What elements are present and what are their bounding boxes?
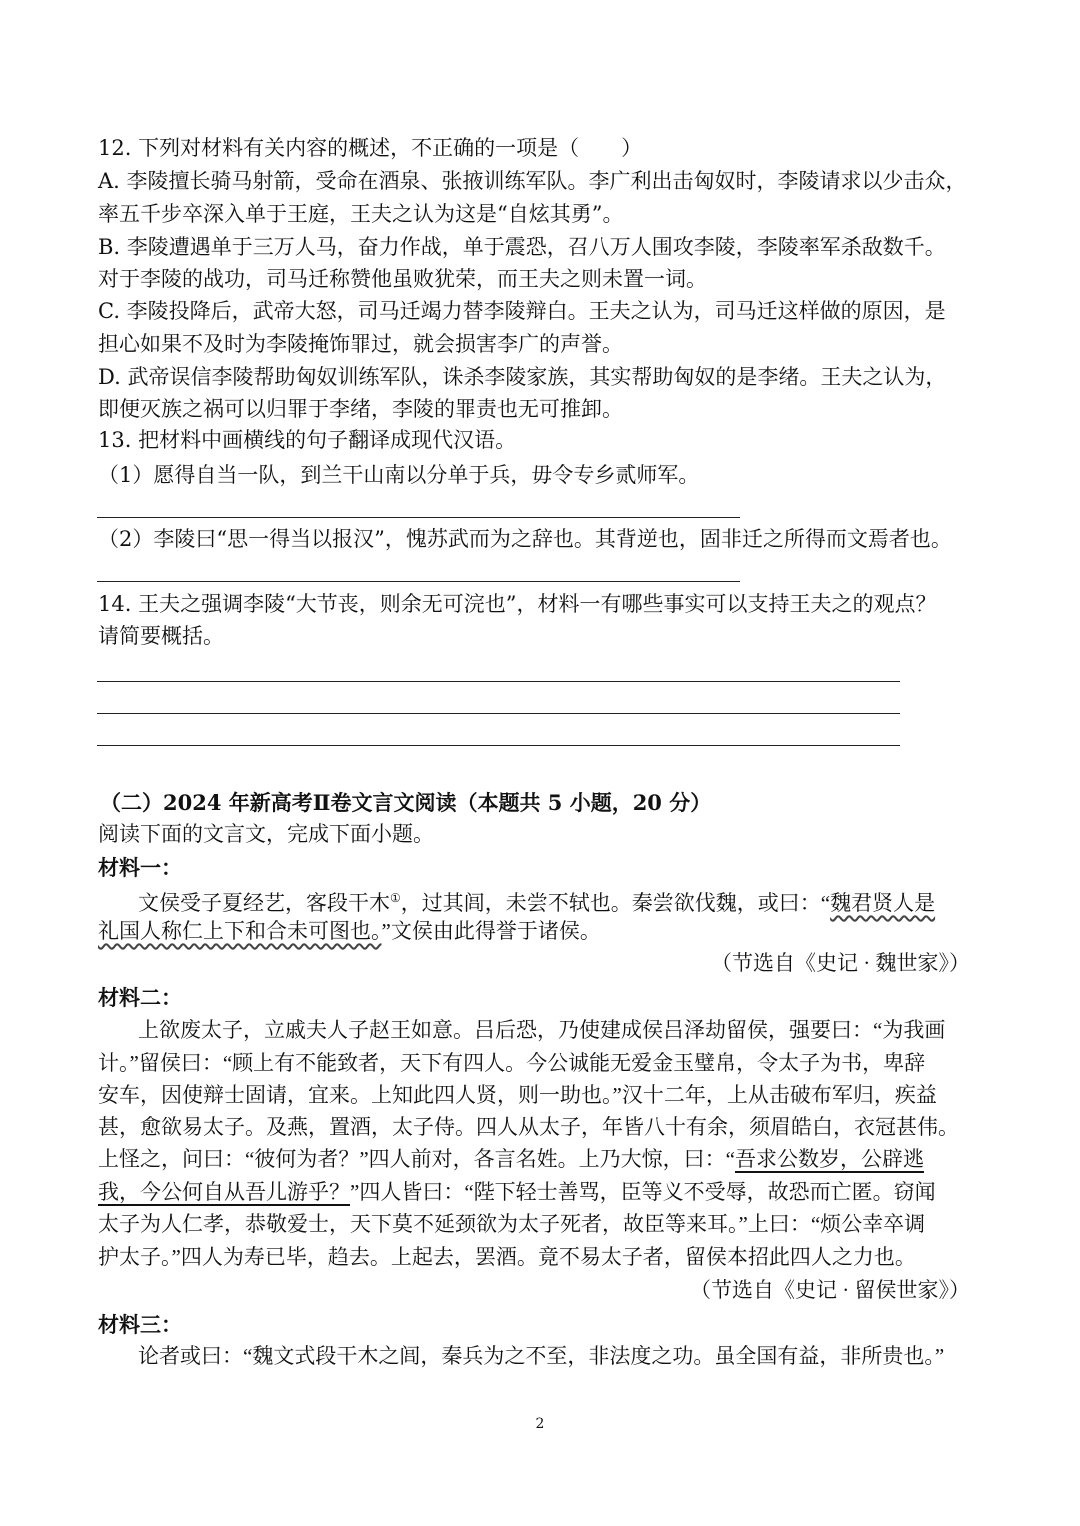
q14-stem-cont: 请简要概括。 <box>98 624 224 648</box>
underlined-text: 我，今公何自从吾儿游乎？ <box>98 1180 350 1204</box>
q13-sentence-1: （1）愿得自当一队，到兰干山南以分单于兵，毋令专乡贰师军。 <box>98 463 700 487</box>
answer-line[interactable] <box>97 745 900 746</box>
footnote-marker: ① <box>390 891 401 905</box>
material-3-line: 论者或曰：“魏文式段干木之闾，秦兵为之不至，非法度之功。虽全国有益，非所贵也。” <box>138 1344 945 1368</box>
text: ，过其闾，未尝不轼也。秦尝欲伐魏，或曰：“ <box>400 891 831 915</box>
text: 文侯受子夏经艺，客段干木 <box>138 891 390 915</box>
q12-option-c-cont: 担心如果不及时为李陵掩饰罪过，就会损害李广的声誉。 <box>98 332 623 356</box>
material-1-line <box>98 916 601 946</box>
wavy-underlined-text: 礼国人称仁上下和合未可图也。 <box>98 919 382 943</box>
material-2-line: 护太子。”四人为寿已毕，趋去。上起去，罢酒。竟不易太子者，留侯本招此四人之力也。 <box>98 1245 916 1269</box>
material-3-label: 材料三： <box>98 1312 182 1337</box>
material-2-label: 材料二： <box>98 985 182 1010</box>
text: ”四人皆曰：“陛下轻士善骂，臣等义不受辱，故恐而亡匿。窃闻 <box>350 1180 936 1204</box>
q12-option-b: B. 李陵遭遇单于三万人马，奋力作战，单于震恐，召八万人围攻李陵，李陵率军杀敌数千。 <box>98 235 946 259</box>
q13-sentence-2: （2）李陵曰“思一得当以报汉”，愧苏武而为之辞也。其背逆也，固非迁之所得而文焉者也。 <box>98 527 952 551</box>
material-1-line <box>138 883 935 918</box>
material-1-label: 材料一： <box>98 855 182 880</box>
q12-stem: 12. 下列对材料有关内容的概述，不正确的一项是（ ） <box>98 136 643 160</box>
material-2-line: 甚，愈欲易太子。及燕，置酒，太子侍。四人从太子，年皆八十有余，须眉皓白，衣冠甚伟。 <box>98 1115 959 1139</box>
q12-option-a: A. 李陵擅长骑马射箭，受命在酒泉、张掖训练军队。李广利出击匈奴时，李陵请求以少击众， <box>98 169 967 193</box>
material-2-line <box>98 1177 936 1207</box>
text: 上怪之，问曰：“彼何为者？”四人前对，各言名姓。上乃大惊，曰：“ <box>98 1147 735 1171</box>
q12-option-c: C. 李陵投降后，武帝大怒，司马迁竭力替李陵辩白。王夫之认为，司马迁这样做的原因，是 <box>98 299 946 323</box>
answer-line[interactable] <box>97 681 900 682</box>
material-1-source: （节选自《史记 · 魏世家》） <box>711 951 970 975</box>
wavy-underlined-text: 魏君贤人是 <box>830 891 936 915</box>
q14-stem: 14. 王夫之强调李陵“大节丧，则余无可浣也”，材料一有哪些事实可以支持王夫之的观点？ <box>98 592 937 616</box>
material-2-line: 安车，因使辩士固请，宜来。上知此四人贤，则一助也。”汉十二年，上从击破布军归，疾益 <box>98 1083 937 1107</box>
q12-option-d-cont: 即便灭族之祸可以归罪于李绪，李陵的罪责也无可推卸。 <box>98 397 623 421</box>
q12-option-a-cont: 率五千步卒深入单于王庭，王夫之认为这是“自炫其勇”。 <box>98 202 624 226</box>
material-2-line: 太子为人仁孝，恭敬爱士，天下莫不延颈欲为太子死者，故臣等来耳。”上曰：“烦公幸卒调 <box>98 1212 926 1236</box>
underlined-text: 吾求公数岁，公辟逃 <box>734 1147 924 1171</box>
answer-line[interactable] <box>97 581 740 582</box>
q12-option-d: D. 武帝误信李陵帮助匈奴训练军队，诛杀李陵家族，其实帮助匈奴的是李绪。王夫之认为， <box>98 365 947 389</box>
section-title: （二）2024 年新高考Ⅱ卷文言文阅读（本题共 5 小题，20 分） <box>100 790 712 815</box>
material-2-source: （节选自《史记 · 留侯世家》） <box>690 1278 970 1302</box>
material-2-line: 上欲废太子，立戚夫人子赵王如意。吕后恐，乃使建成侯吕泽劫留侯，强要曰：“为我画 <box>138 1018 946 1042</box>
q12-option-b-cont: 对于李陵的战功，司马迁称赞他虽败犹荣，而王夫之则未置一词。 <box>98 267 707 291</box>
material-2-line: 计。”留侯曰：“顾上有不能致者，天下有四人。今公诚能无爱金玉璧帛，令太子为书，卑辞 <box>98 1051 926 1075</box>
answer-line[interactable] <box>97 713 900 714</box>
section-instruction: 阅读下面的文言文，完成下面小题。 <box>98 822 434 846</box>
text: ”文侯由此得誉于诸侯。 <box>381 919 601 943</box>
q13-stem: 13. 把材料中画横线的句子翻译成现代汉语。 <box>98 428 517 452</box>
answer-line[interactable] <box>97 517 740 518</box>
page-number: 2 <box>535 1416 545 1432</box>
material-2-line <box>98 1144 924 1174</box>
